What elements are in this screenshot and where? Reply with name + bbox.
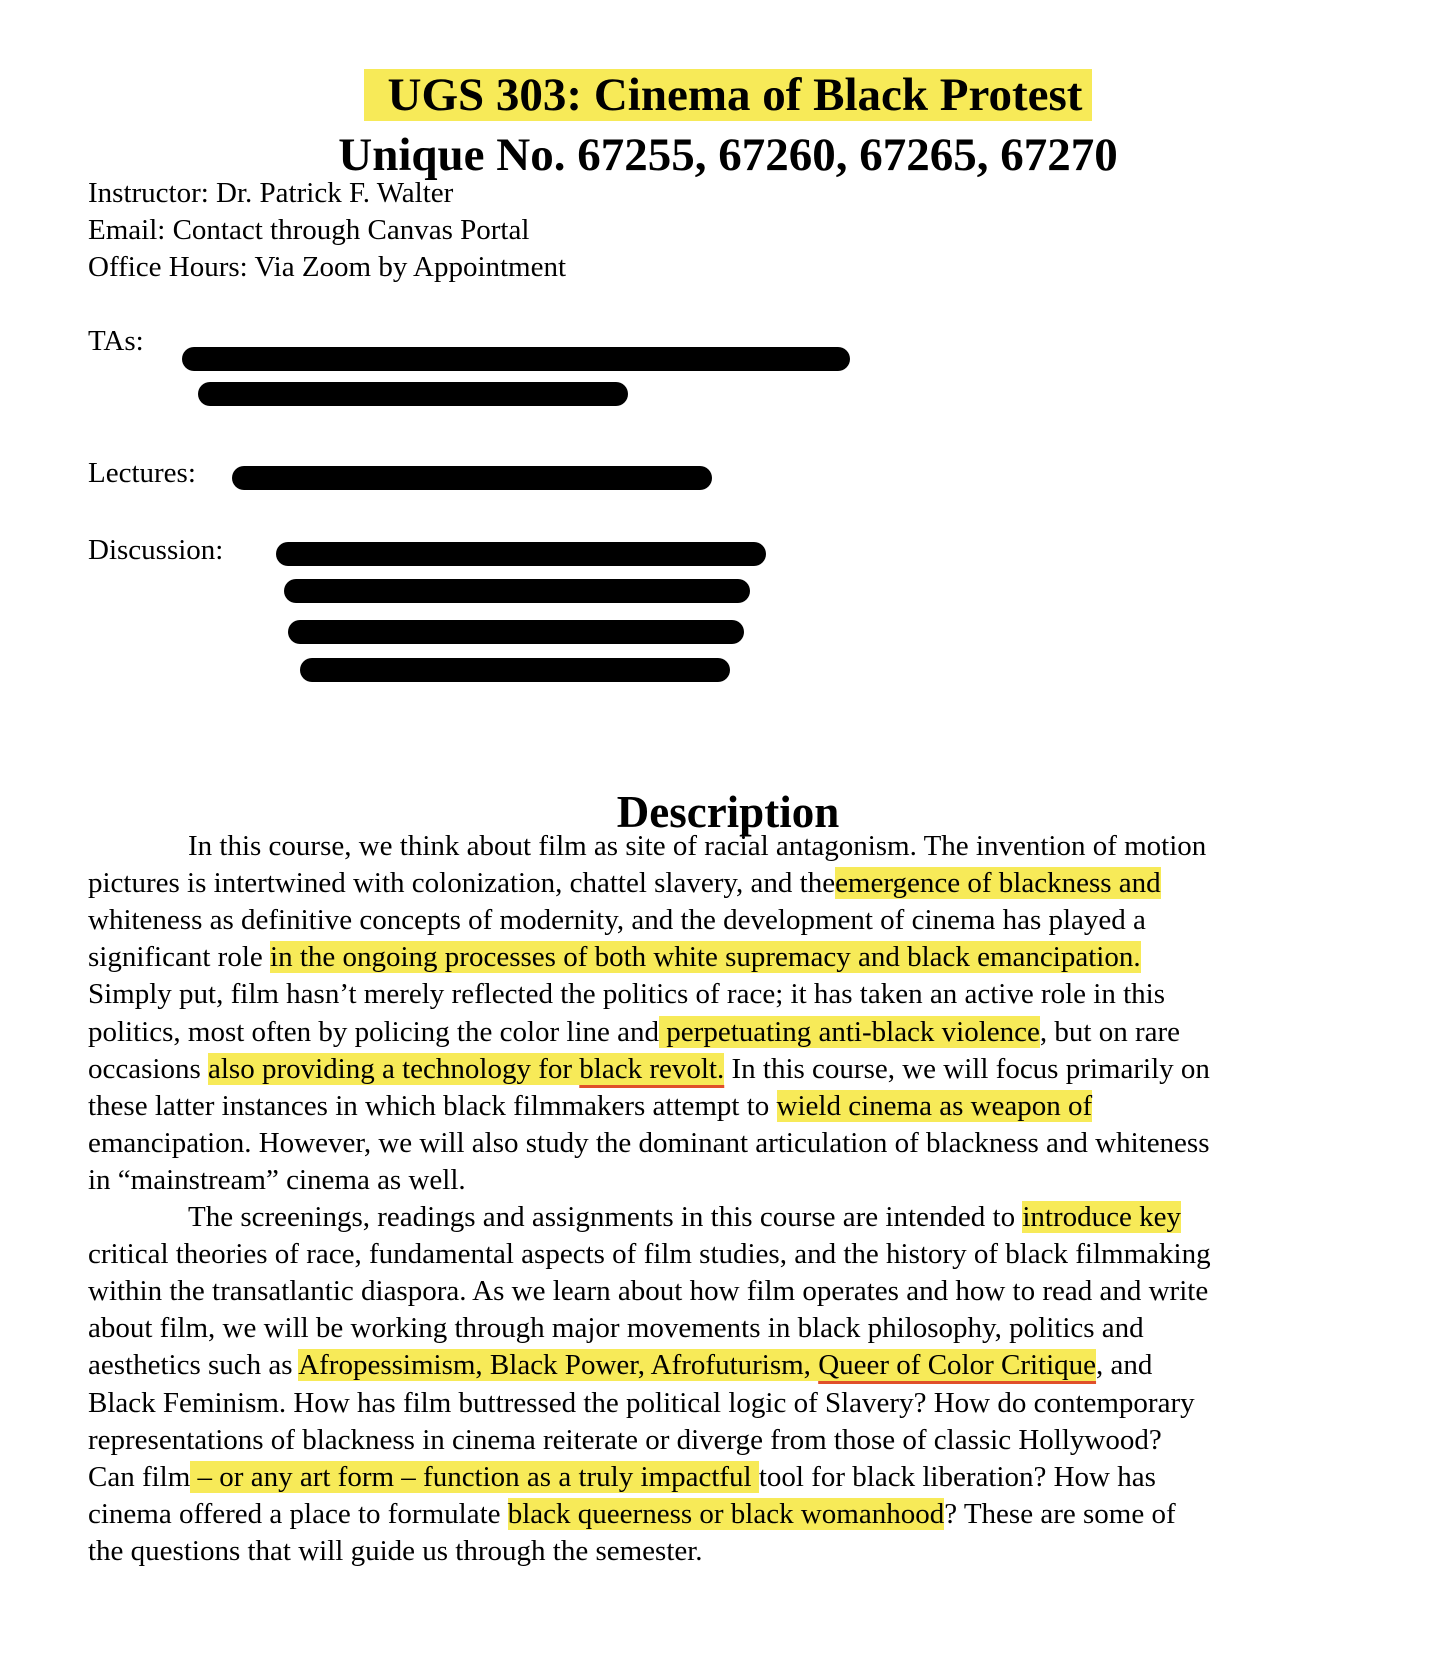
description-line [88,1310,1144,1346]
description-segment: Can film [88,1460,191,1493]
description-segment: , and the development of cinema has played a [616,904,1146,937]
description-segment: emancipation [88,1126,245,1159]
discussion-redaction-4 [300,658,730,682]
description-segment: . However, we will also study the dominant articulation of blackness and whiteness [244,1126,1210,1159]
description-line [88,1125,1210,1161]
description-line [88,1088,1092,1124]
description-line [88,865,1161,901]
lectures-redaction [232,466,712,490]
description-line [188,1199,1181,1235]
description-segment: emergence of blackness and [835,867,1161,900]
description-line [188,828,1206,864]
description-segment: these latter instances in which black filmmakers attempt to [88,1089,777,1122]
email-line: Email: Contact through Canvas Portal [88,214,530,246]
description-line [88,1273,1208,1309]
instructor-line: Instructor: Dr. Patrick F. Walter [88,177,454,209]
description-segment: In this course, we think about film as site of racial antagonism. The invention of motion [188,830,1207,862]
office-hours-line: Office Hours: Via Zoom by Appointment [88,251,567,283]
description-segment: representations of blackness in cinema reiterate or diverge from those of classic Hollywood? [88,1423,1162,1456]
description-line [88,1162,466,1198]
description-segment: within the transatlantic diaspora. As we learn about how film operates and how to read and write [88,1275,1209,1308]
description-segment: ? How has [1033,1460,1156,1493]
course-title-text: UGS 303: Cinema of Black Protest [364,69,1093,121]
description-segment: in “mainstream” cinema as well. [88,1163,466,1196]
description-line [88,1014,1180,1050]
description-segment: tool for black liberation [758,1460,1034,1493]
description-line [88,1533,703,1569]
discussion-redaction-3 [288,620,744,644]
description-line [88,1051,1210,1087]
description-segment: Black Feminism. [88,1386,287,1419]
description-segment: the questions that will guide us through the semester. [88,1534,703,1567]
course-title [0,68,1456,122]
description-segment: introduce key [1022,1201,1181,1233]
description-line [88,1347,1152,1383]
discussion-redaction-2 [284,579,750,603]
description-segment: politics, most often by policing the color line and [88,1015,660,1048]
description-line [88,1459,1156,1495]
description-segment: – or any art form – function as a truly impactful [190,1460,759,1493]
description-heading: Description [616,787,840,837]
description-segment: also providing a technology for [208,1052,580,1085]
description-segment: about film, we will be working through major movements in black philosophy, politics and [88,1312,1144,1345]
lectures-label: Lectures: [88,457,196,489]
description-segment: whiteness as definitive concepts of modernity [88,904,617,937]
description-segment: , and [1096,1349,1153,1382]
discussion-label: Discussion: [88,534,224,566]
description-line [88,902,1146,938]
description-line [88,1236,1211,1272]
description-segment: Simply put, film hasn’t merely reflected the politics of race; it has taken an active role in this [88,978,1165,1011]
tas-label: TAs: [88,325,144,357]
description-segment: black revolt. [579,1052,725,1085]
description-segment: cinema offered a place to formulate [88,1497,508,1530]
description-segment: black queerness or black womanhood [507,1497,945,1530]
description-segment: wield cinema as weapon of [776,1089,1093,1122]
description-line [88,1422,1162,1458]
unique-number: Unique No. 67255, 67260, 67265, 67270 [338,129,1118,181]
description-line [88,1385,1195,1421]
description-segment: Queer of Color Critique [818,1349,1097,1382]
description-segment: occasions [88,1052,208,1085]
description-segment: , but on rare [1039,1015,1181,1048]
description-segment: pictures is intertwined with colonization, chattel slavery, and the [88,867,836,900]
description-segment: fundamental aspects of film studies, and the history of black filmmaking [361,1238,1211,1271]
description-segment: The screenings, readings and assignments in this course are intended to [188,1201,1023,1233]
description-segment: Afropessimism, Black Power, Afrofuturism, [298,1349,819,1382]
description-segment: How has film buttressed the political logic of Slavery? How do contemporary [286,1386,1195,1419]
ta-redaction-1 [182,347,850,371]
description-line [88,939,1141,975]
description-segment: significant role [88,941,271,974]
description-segment: critical theories of race, [88,1238,362,1271]
discussion-redaction-1 [276,542,766,566]
description-segment: In this course, we will focus primarily on [724,1052,1210,1085]
ta-redaction-2 [198,382,628,406]
description-line [88,1496,1176,1532]
description-segment: in the ongoing processes of both white supremacy and black emancipation. [270,941,1141,974]
description-segment: perpetuating anti-black violence [659,1015,1040,1048]
description-line [88,976,1165,1012]
description-segment: ? These are some of [944,1497,1176,1530]
description-segment: aesthetics such as [88,1349,299,1382]
